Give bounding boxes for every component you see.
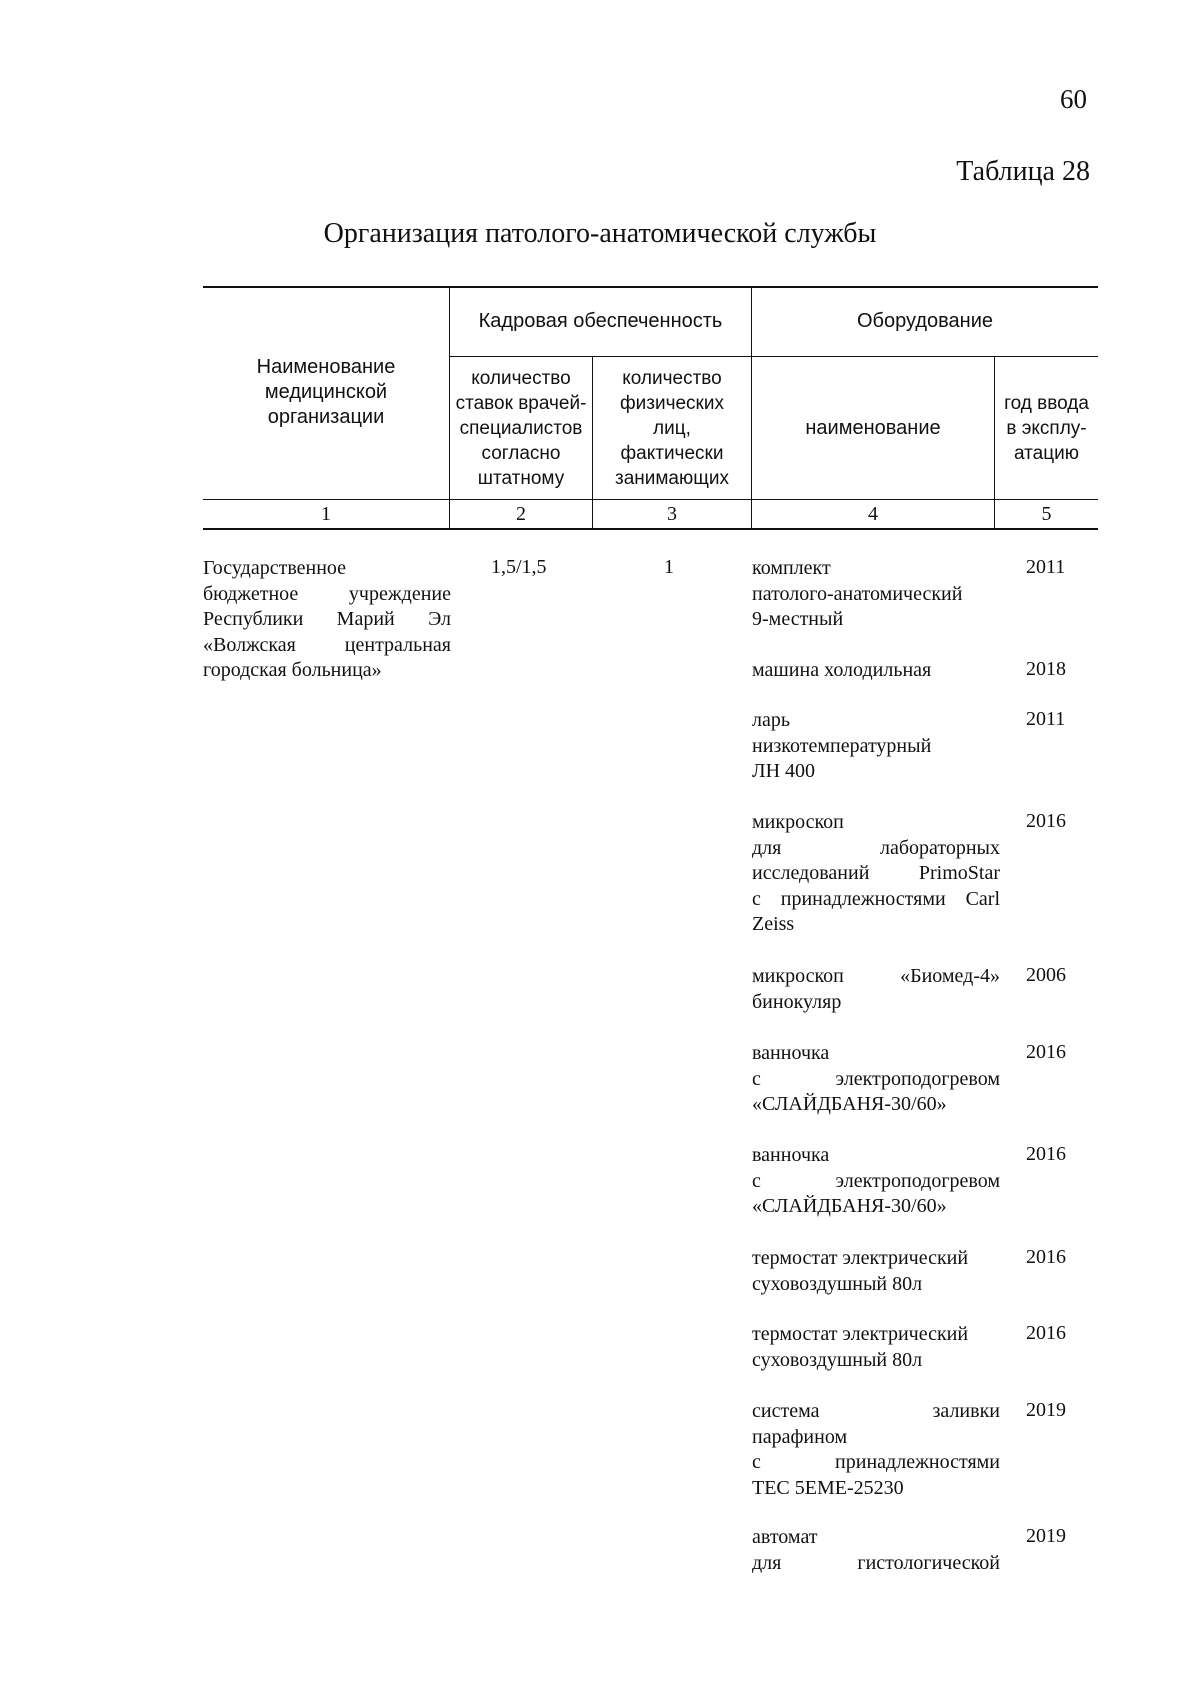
equipment-name-line: ванночка — [752, 1042, 830, 1064]
equipment-year: 2019 — [1026, 1399, 1066, 1421]
equipment-item — [752, 1525, 1000, 1576]
equipment-item — [752, 964, 1000, 1015]
equipment-item — [752, 810, 1000, 938]
header-staff-group: Кадровая обеспеченность — [478, 309, 723, 332]
persons-value: 1 — [664, 556, 674, 578]
equipment-name-line: с принадлежностями — [752, 1451, 1000, 1473]
equipment-name-line: 9-местный — [752, 608, 844, 630]
equipment-name-line: суховоздушный 80л — [752, 1272, 923, 1295]
equipment-name-line: для лабораторных — [752, 836, 1000, 859]
equipment-name-line: ТЕС 5ЕМЕ-25230 — [752, 1476, 904, 1499]
equipment-item — [752, 658, 1000, 684]
equipment-name-line: патолого-анатомический — [752, 582, 963, 605]
equipment-name-line: комплект — [752, 557, 831, 579]
equipment-name-line: система заливки — [752, 1400, 1000, 1422]
equipment-item — [752, 708, 1000, 785]
equipment-name-line: с электроподогревом — [752, 1067, 1000, 1090]
equipment-year: 2016 — [1026, 1041, 1066, 1063]
numbers-bottom-rule — [203, 528, 1098, 530]
equipment-item — [752, 1322, 1000, 1373]
equipment-name-line: низкотемпературный — [752, 734, 932, 757]
equipment-year: 2018 — [1026, 658, 1066, 680]
equipment-item — [752, 1399, 1000, 1501]
equipment-name-line: микроскоп — [752, 811, 844, 833]
header-commissioning-year: год ввода в эксплу- атацию — [1004, 392, 1089, 464]
equipment-name-line: бинокуляр — [752, 990, 842, 1013]
equipment-name-line: термостат электрический — [752, 1323, 969, 1345]
staff-rate-value: 1,5/1,5 — [491, 556, 547, 578]
equipment-year: 2016 — [1026, 1322, 1066, 1344]
header-organization: Наименование медицинской организации — [256, 356, 396, 428]
equipment-item — [752, 556, 1000, 633]
column-number-4: 4 — [868, 502, 878, 525]
document-title: Организация патолого-анатомической службы — [323, 218, 877, 249]
equipment-name-line: машина холодильная — [752, 659, 932, 681]
column-number-3: 3 — [667, 502, 677, 525]
column-number-2: 2 — [516, 502, 526, 525]
equipment-name-line: ларь — [752, 709, 790, 731]
equipment-name-line: для гистологической — [752, 1551, 1000, 1574]
equipment-name-line: исследований PrimoStar — [752, 862, 1000, 884]
equipment-name-line: с электроподогревом — [752, 1169, 1000, 1192]
column-number-1: 1 — [321, 502, 331, 525]
equipment-name-line: Zeiss — [752, 913, 795, 935]
column-number-5: 5 — [1041, 502, 1052, 525]
equipment-item — [752, 1246, 1000, 1297]
equipment-item — [752, 1143, 1000, 1220]
header-equipment-group: Оборудование — [856, 309, 994, 332]
equipment-year: 2019 — [1026, 1525, 1066, 1547]
header-equipment-name: наименование — [805, 416, 941, 439]
equipment-year: 2011 — [1026, 556, 1066, 578]
organization-name: Государственное бюджетное учреждение Республики Марий Эл «Волжская центральная городская больница» — [203, 557, 451, 681]
header-persons: количество физических лиц, фактически занимающих — [614, 367, 729, 489]
table-label: Таблица 28 — [956, 156, 1090, 187]
header-staff-rates: количество ставок врачей- специалистов согласно штатному — [455, 367, 587, 489]
equipment-name-line: «СЛАЙДБАНЯ-30/60» — [752, 1093, 947, 1115]
equipment-year: 2016 — [1026, 810, 1066, 832]
equipment-name-line: термостат электрический — [752, 1247, 969, 1269]
equipment-year: 2011 — [1026, 708, 1066, 730]
page-number: 60 — [1060, 84, 1087, 114]
equipment-name-line: автомат — [752, 1526, 818, 1548]
equipment-name-line: «СЛАЙДБАНЯ-30/60» — [752, 1195, 947, 1217]
equipment-name-line: парафином — [752, 1425, 848, 1448]
equipment-name-line: ванночка — [752, 1144, 830, 1166]
equipment-year: 2016 — [1026, 1143, 1066, 1165]
equipment-name-line: с принадлежностями Carl — [752, 887, 1000, 910]
equipment-year: 2016 — [1026, 1246, 1066, 1268]
table-header — [203, 286, 1098, 530]
equipment-name-line: ЛН 400 — [752, 760, 816, 782]
equipment-item — [752, 1041, 1000, 1118]
equipment-name-line: суховоздушный 80л — [752, 1348, 923, 1371]
equipment-year: 2006 — [1026, 964, 1066, 986]
equipment-name-line: микроскоп «Биомед-4» — [752, 965, 1000, 987]
